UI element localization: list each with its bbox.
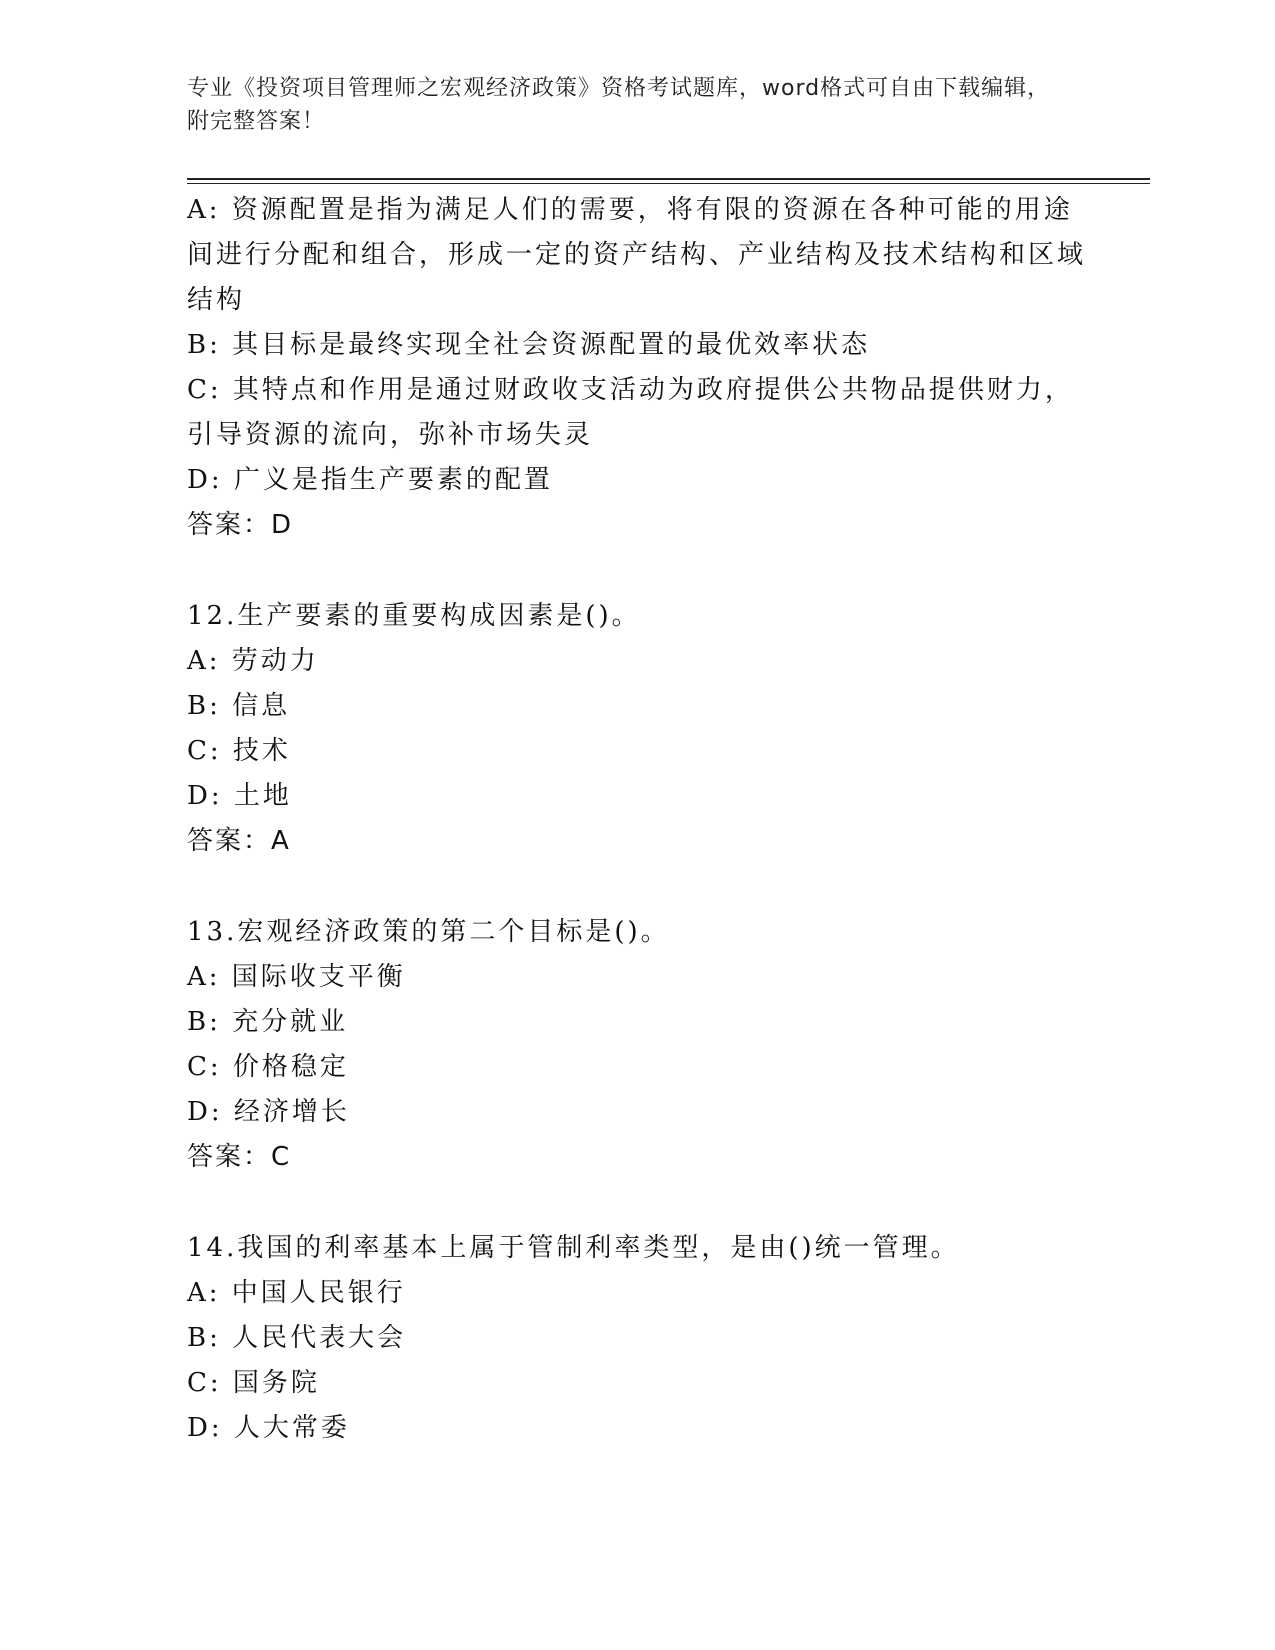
option-a: A: 中国人民银行 — [187, 1278, 406, 1308]
option-c: C: 技术 — [187, 736, 291, 766]
option-a: A: 资源配置是指为满足人们的需要，将有限的资源在各种可能的用途间进行分配和组合，形成一定的资产结构、产业结构及技术结构和区域结构 — [187, 195, 1087, 315]
option-a: A: 劳动力 — [187, 646, 319, 676]
question-text: 14.我国的利率基本上属于管制利率类型，是由()统一管理。 — [187, 1233, 960, 1263]
question-block-12 — [187, 594, 1087, 864]
question-block-11 — [187, 188, 1087, 548]
option-c: C: 其特点和作用是通过财政收支活动为政府提供公共物品提供财力，引导资源的流向，弥补市场失灵 — [187, 375, 1074, 450]
option-d: D: 土地 — [187, 781, 292, 811]
option-d: D: 经济增长 — [187, 1097, 350, 1127]
option-b: B: 充分就业 — [187, 1007, 349, 1037]
answer-label: 答案：D — [187, 510, 294, 540]
question-list — [187, 188, 1087, 1451]
question-block-14 — [187, 1226, 1087, 1451]
question-block-13 — [187, 910, 1087, 1180]
option-c: C: 国务院 — [187, 1368, 320, 1398]
option-c: C: 价格稳定 — [187, 1052, 349, 1082]
option-a: A: 国际收支平衡 — [187, 962, 406, 992]
header-divider-thin — [187, 183, 1150, 184]
answer-label: 答案：A — [187, 826, 291, 856]
question-text: 12.生产要素的重要构成因素是()。 — [187, 601, 641, 631]
header-note: 专业《投资项目管理师之宏观经济政策》资格考试题库，word格式可自由下载编辑，附完整答案！ — [187, 76, 1051, 134]
option-b: B: 信息 — [187, 691, 291, 721]
answer-label: 答案：C — [187, 1142, 292, 1172]
option-d: D: 人大常委 — [187, 1413, 350, 1443]
question-text: 13.宏观经济政策的第二个目标是()。 — [187, 917, 670, 947]
option-d: D: 广义是指生产要素的配置 — [187, 465, 553, 495]
header-divider-thick — [187, 178, 1150, 180]
option-b: B: 其目标是最终实现全社会资源配置的最优效率状态 — [187, 330, 871, 360]
option-b: B: 人民代表大会 — [187, 1323, 407, 1353]
